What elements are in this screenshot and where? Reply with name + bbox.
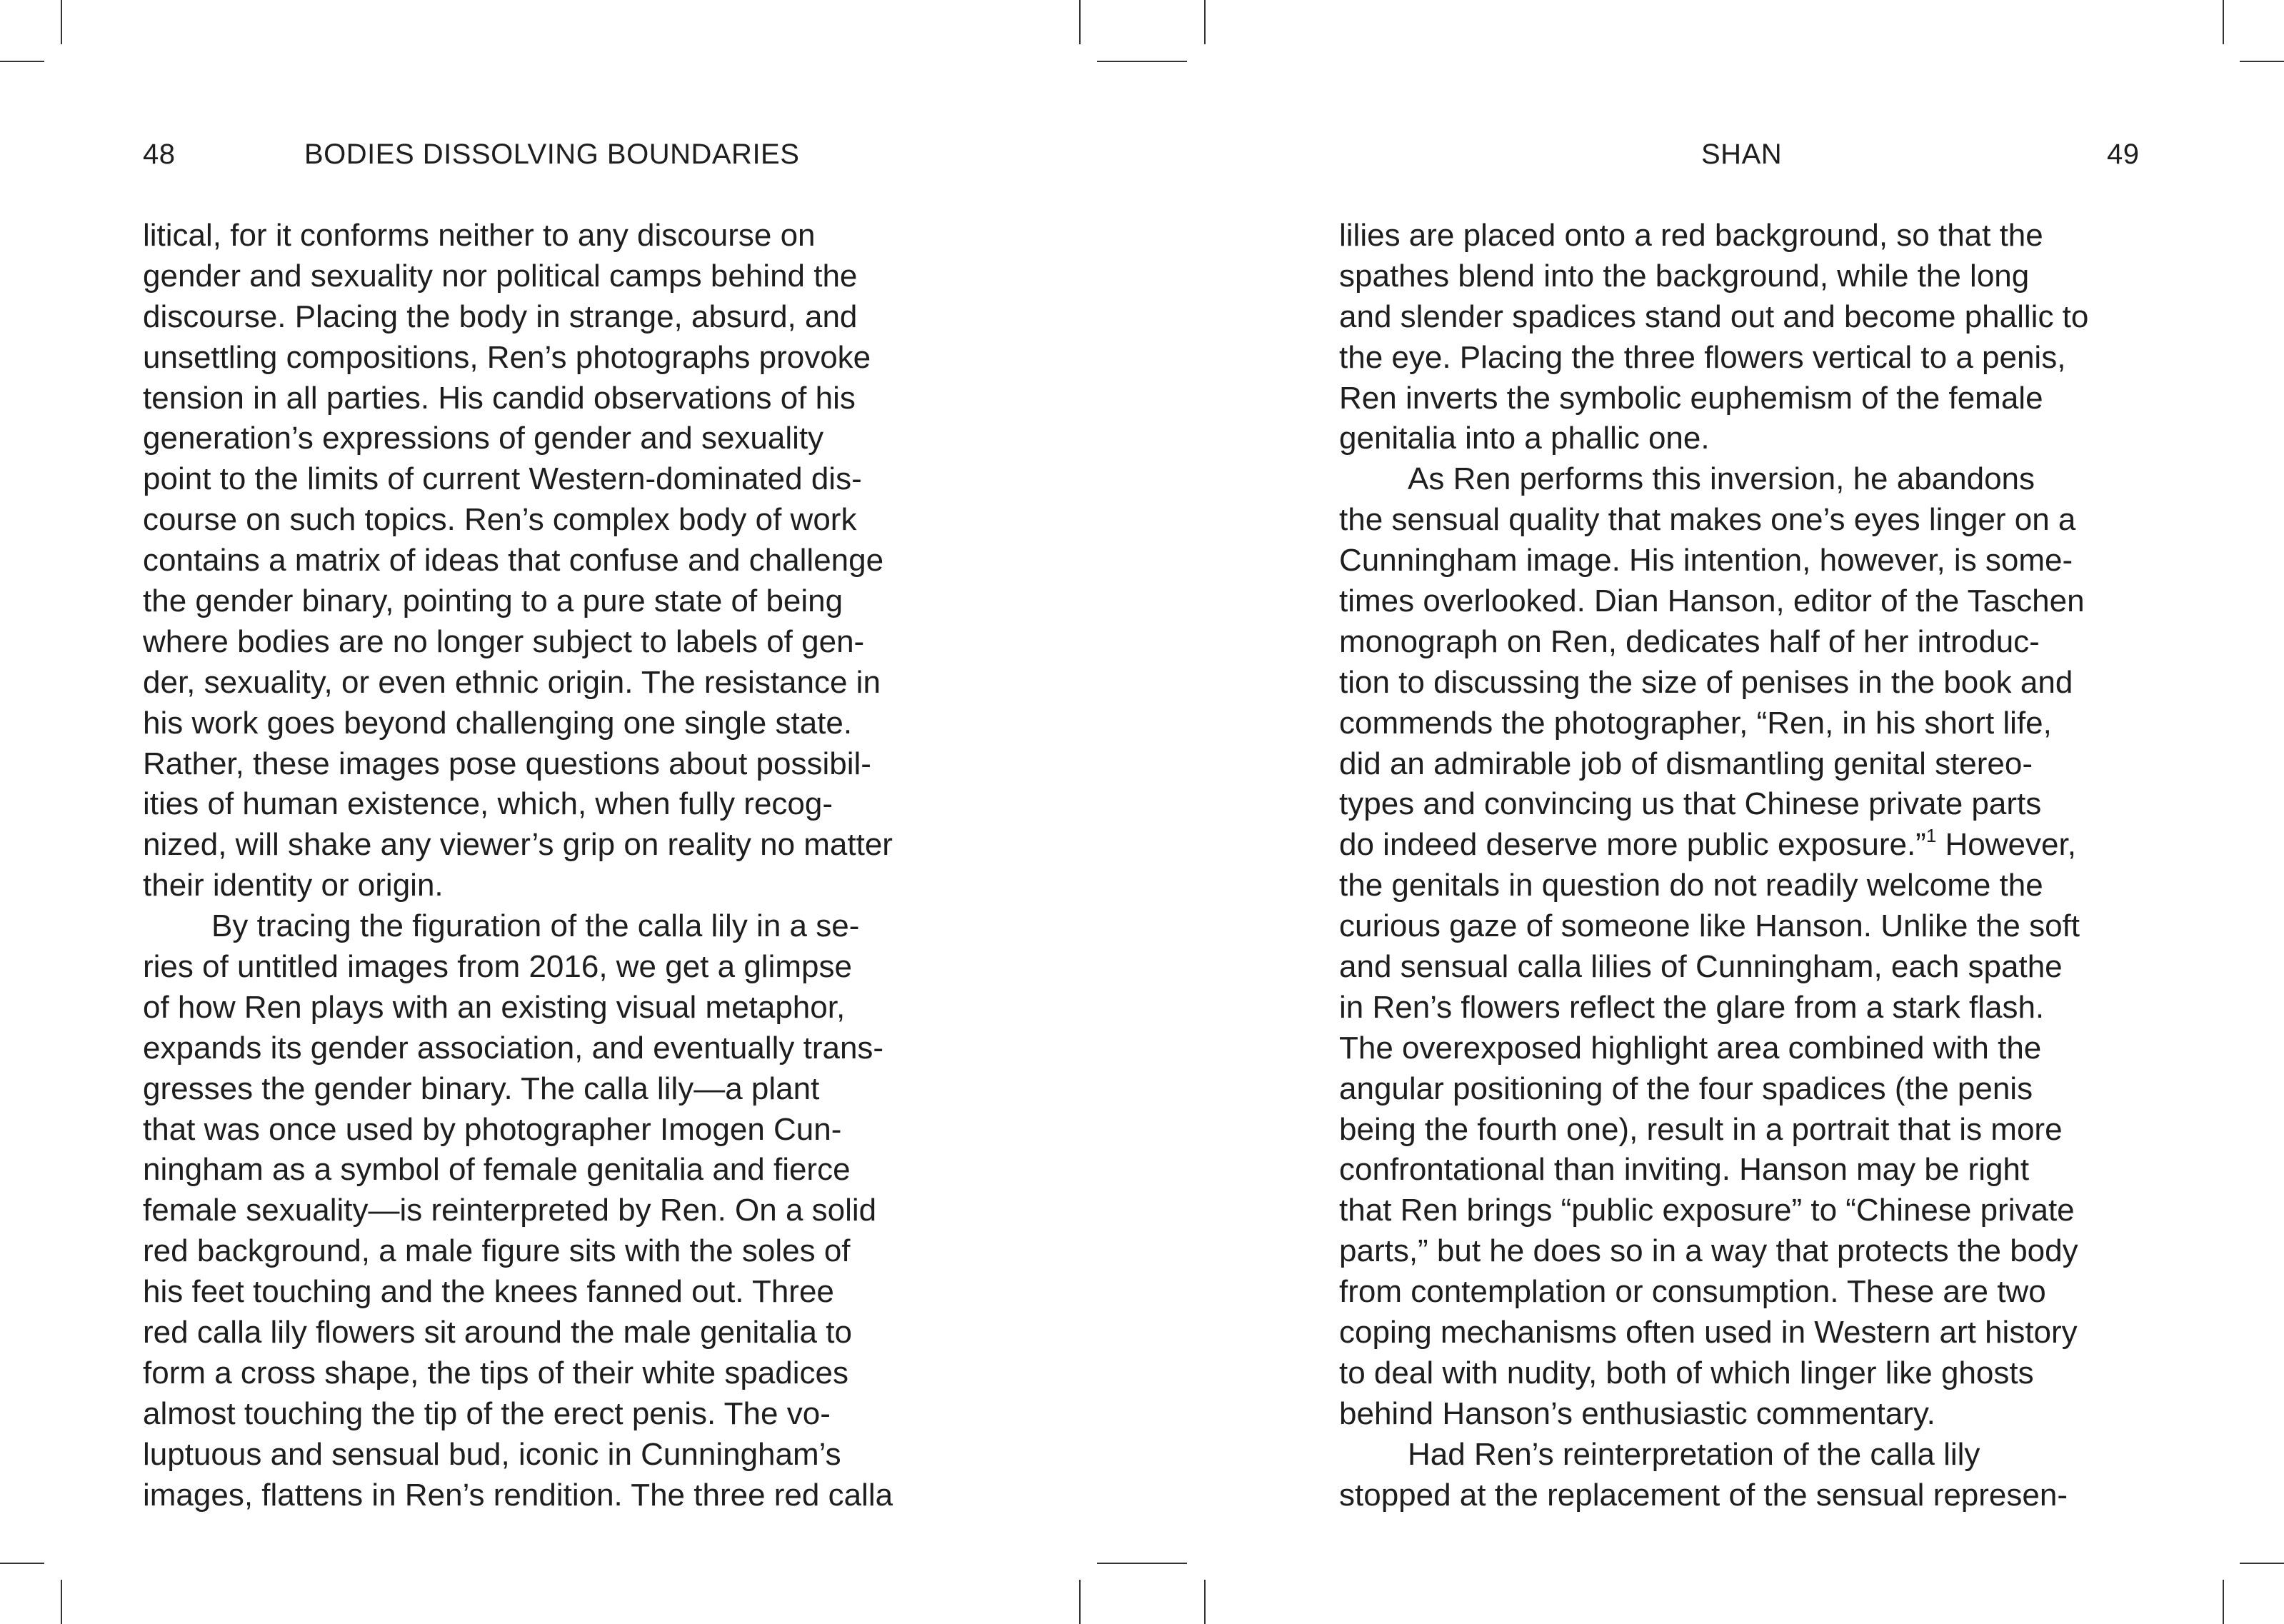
line-text: stopped at the replacement of the sensual represen- [1339, 1477, 2068, 1513]
text-line [1339, 1069, 2143, 1110]
text-line [143, 622, 946, 663]
crop-mark [2223, 0, 2224, 44]
running-head-left: BODIES DISSOLVING BOUNDARIES [304, 139, 800, 170]
text-line [143, 338, 946, 379]
running-head-right: SHAN [1701, 139, 1783, 170]
text-line [143, 703, 946, 744]
line-text: the eye. Placing the three flowers vertical to a penis, [1339, 339, 2066, 375]
text-line [143, 784, 946, 825]
line-text: expands its gender association, and eventually trans- [143, 1030, 884, 1066]
line-text: spathes blend into the background, while the long [1339, 258, 2030, 294]
text-line [143, 663, 946, 703]
text-line [1339, 500, 2143, 541]
crop-mark [2240, 61, 2284, 62]
line-text: angular positioning of the four spadices (the penis [1339, 1071, 2033, 1106]
line-text: luptuous and sensual bud, iconic in Cunningham’s [143, 1436, 841, 1472]
line-text: the sensual quality that makes one’s eyes linger on a [1339, 502, 2076, 538]
text-line [1339, 825, 2143, 866]
text-line [1339, 418, 2143, 459]
text-line [143, 1272, 946, 1313]
text-line [1339, 1435, 2143, 1475]
text-line [143, 216, 946, 256]
line-text: Rather, these images pose questions about possibil- [143, 746, 871, 781]
line-text: confrontational than inviting. Hanson may be right [1339, 1152, 2030, 1188]
text-line [1339, 703, 2143, 744]
line-text: course on such topics. Ren’s complex body of work [143, 502, 857, 538]
text-line [143, 1353, 946, 1394]
line-text: red background, a male figure sits with the soles of [143, 1233, 851, 1269]
right-page-body [1339, 216, 2143, 1516]
crop-mark [1097, 1563, 1187, 1564]
text-line [1339, 1028, 2143, 1069]
text-line [143, 1394, 946, 1435]
footnote-reference[interactable]: 1 [1925, 825, 1937, 847]
text-line [143, 379, 946, 419]
line-text: to deal with nudity, both of which linger like ghosts [1339, 1355, 2034, 1390]
page-number-right: 49 [2107, 139, 2140, 170]
line-text: his work goes beyond challenging one single state. [143, 705, 853, 741]
line-text: from contemplation or consumption. These are two [1339, 1274, 2046, 1310]
text-line [1339, 338, 2143, 379]
text-line [143, 541, 946, 581]
text-line [1339, 784, 2143, 825]
text-line [1339, 1272, 2143, 1313]
text-line [143, 1110, 946, 1151]
line-text: By tracing the figuration of the calla lily in a se- [211, 908, 860, 944]
text-line [1339, 744, 2143, 785]
text-line [143, 581, 946, 622]
crop-mark [61, 0, 62, 44]
line-text: lilies are placed onto a red background, so that the [1339, 218, 2043, 253]
crop-mark [1204, 0, 1206, 44]
text-line [143, 418, 946, 459]
line-text: the gender binary, pointing to a pure state of being [143, 583, 843, 619]
line-text: tension in all parties. His candid observations of his [143, 380, 856, 416]
line-text: being the fourth one), result in a portrait that is more [1339, 1111, 2063, 1147]
text-line [1339, 256, 2143, 297]
line-text: Ren inverts the symbolic euphemism of the female [1339, 380, 2043, 416]
text-line [1339, 1313, 2143, 1353]
text-line [143, 825, 946, 866]
line-text: tion to discussing the size of penises in the book and [1339, 664, 2073, 700]
line-text: Cunningham image. His intention, however, is some- [1339, 543, 2073, 578]
page-number-left: 48 [143, 139, 176, 170]
text-line [1339, 947, 2143, 988]
line-text: where bodies are no longer subject to labels of gen- [143, 623, 865, 659]
line-text: red calla lily flowers sit around the male genitalia to [143, 1315, 852, 1350]
text-line [1339, 459, 2143, 500]
line-text: ries of untitled images from 2016, we get a glimpse [143, 949, 852, 985]
text-line [143, 1435, 946, 1475]
line-text: ities of human existence, which, when fully recog- [143, 786, 833, 822]
line-text: form a cross shape, the tips of their white spadices [143, 1355, 849, 1390]
line-text: point to the limits of current Western-dominated dis- [143, 461, 862, 497]
line-text: litical, for it conforms neither to any discourse on [143, 218, 816, 253]
line-text: parts,” but he does so in a way that protects the body [1339, 1233, 2078, 1269]
line-text: gresses the gender binary. The calla lily—a plant [143, 1071, 820, 1106]
crop-mark [1079, 1580, 1081, 1624]
line-text: and sensual calla lilies of Cunningham, each spathe [1339, 949, 2063, 985]
text-line [1339, 663, 2143, 703]
text-line [1339, 866, 2143, 906]
text-line [143, 297, 946, 338]
line-text: do indeed deserve more public exposure.” [1339, 827, 1926, 863]
line-text: curious gaze of someone like Hanson. Unlike the soft [1339, 908, 2080, 944]
line-text: gender and sexuality nor political camps behind the [143, 258, 858, 294]
crop-mark [2223, 1580, 2224, 1624]
left-page-body [143, 216, 946, 1516]
line-text: almost touching the tip of the erect penis. The vo- [143, 1395, 831, 1431]
line-text: However, [1936, 827, 2076, 863]
line-text: der, sexuality, or even ethnic origin. The resistance in [143, 664, 881, 700]
text-line [1339, 541, 2143, 581]
text-line [143, 256, 946, 297]
line-text: behind Hanson’s enthusiastic commentary. [1339, 1395, 1935, 1431]
line-text: nized, will shake any viewer’s grip on reality no matter [143, 827, 893, 863]
text-line [143, 947, 946, 988]
text-line [143, 1191, 946, 1231]
text-line [143, 1475, 946, 1516]
text-line [143, 459, 946, 500]
crop-mark [1079, 0, 1081, 44]
line-text: images, flattens in Ren’s rendition. The three red calla [143, 1477, 893, 1513]
line-text: female sexuality—is reinterpreted by Ren. On a solid [143, 1193, 877, 1228]
text-line [143, 500, 946, 541]
text-line [1339, 1150, 2143, 1191]
crop-mark [2240, 1563, 2284, 1564]
text-line [1339, 1353, 2143, 1394]
line-text: genitalia into a phallic one. [1339, 421, 1710, 456]
crop-mark [1204, 1580, 1206, 1624]
line-text: types and convincing us that Chinese private parts [1339, 786, 2042, 822]
text-line [143, 1150, 946, 1191]
text-line [1339, 1475, 2143, 1516]
text-line [1339, 216, 2143, 256]
text-line [143, 1069, 946, 1110]
text-line [143, 1313, 946, 1353]
text-line [143, 866, 946, 906]
text-line [143, 744, 946, 785]
line-text: in Ren’s flowers reflect the glare from a stark flash. [1339, 989, 2045, 1025]
line-text: ningham as a symbol of female genitalia and fierce [143, 1152, 851, 1188]
line-text: did an admirable job of dismantling genital stereo- [1339, 746, 2033, 781]
line-text: of how Ren plays with an existing visual metaphor, [143, 989, 846, 1025]
text-line [143, 988, 946, 1028]
line-text: As Ren performs this inversion, he abandons [1408, 461, 2035, 497]
line-text: generation’s expressions of gender and sexuality [143, 421, 824, 456]
line-text: Had Ren’s reinterpretation of the calla lily [1408, 1436, 1980, 1472]
line-text: that was once used by photographer Imogen Cun- [143, 1111, 842, 1147]
crop-mark [1097, 61, 1187, 62]
line-text: The overexposed highlight area combined with the [1339, 1030, 2042, 1066]
text-line [1339, 988, 2143, 1028]
crop-mark [0, 61, 44, 62]
text-line [1339, 581, 2143, 622]
line-text: discourse. Placing the body in strange, absurd, and [143, 299, 858, 334]
text-line [143, 1231, 946, 1272]
text-line [1339, 622, 2143, 663]
text-line [143, 1028, 946, 1069]
text-line [1339, 379, 2143, 419]
text-line [1339, 1394, 2143, 1435]
line-text: times overlooked. Dian Hanson, editor of the Taschen [1339, 583, 2085, 619]
text-line [1339, 1110, 2143, 1151]
line-text: the genitals in question do not readily welcome the [1339, 868, 2043, 903]
line-text: their identity or origin. [143, 868, 444, 903]
line-text: unsettling compositions, Ren’s photographs provoke [143, 339, 871, 375]
crop-mark [0, 1563, 44, 1564]
text-line [1339, 1191, 2143, 1231]
text-line [1339, 297, 2143, 338]
line-text: coping mechanisms often used in Western art history [1339, 1315, 2078, 1350]
text-line [1339, 1231, 2143, 1272]
line-text: and slender spadices stand out and become phallic to [1339, 299, 2089, 334]
line-text: his feet touching and the knees fanned out. Three [143, 1274, 834, 1310]
text-line [143, 906, 946, 947]
crop-mark [61, 1580, 62, 1624]
line-text: commends the photographer, “Ren, in his short life, [1339, 705, 2052, 741]
line-text: contains a matrix of ideas that confuse and challenge [143, 543, 884, 578]
text-line [1339, 906, 2143, 947]
line-text: monograph on Ren, dedicates half of her introduc- [1339, 623, 2040, 659]
line-text: that Ren brings “public exposure” to “Chinese private [1339, 1193, 2075, 1228]
